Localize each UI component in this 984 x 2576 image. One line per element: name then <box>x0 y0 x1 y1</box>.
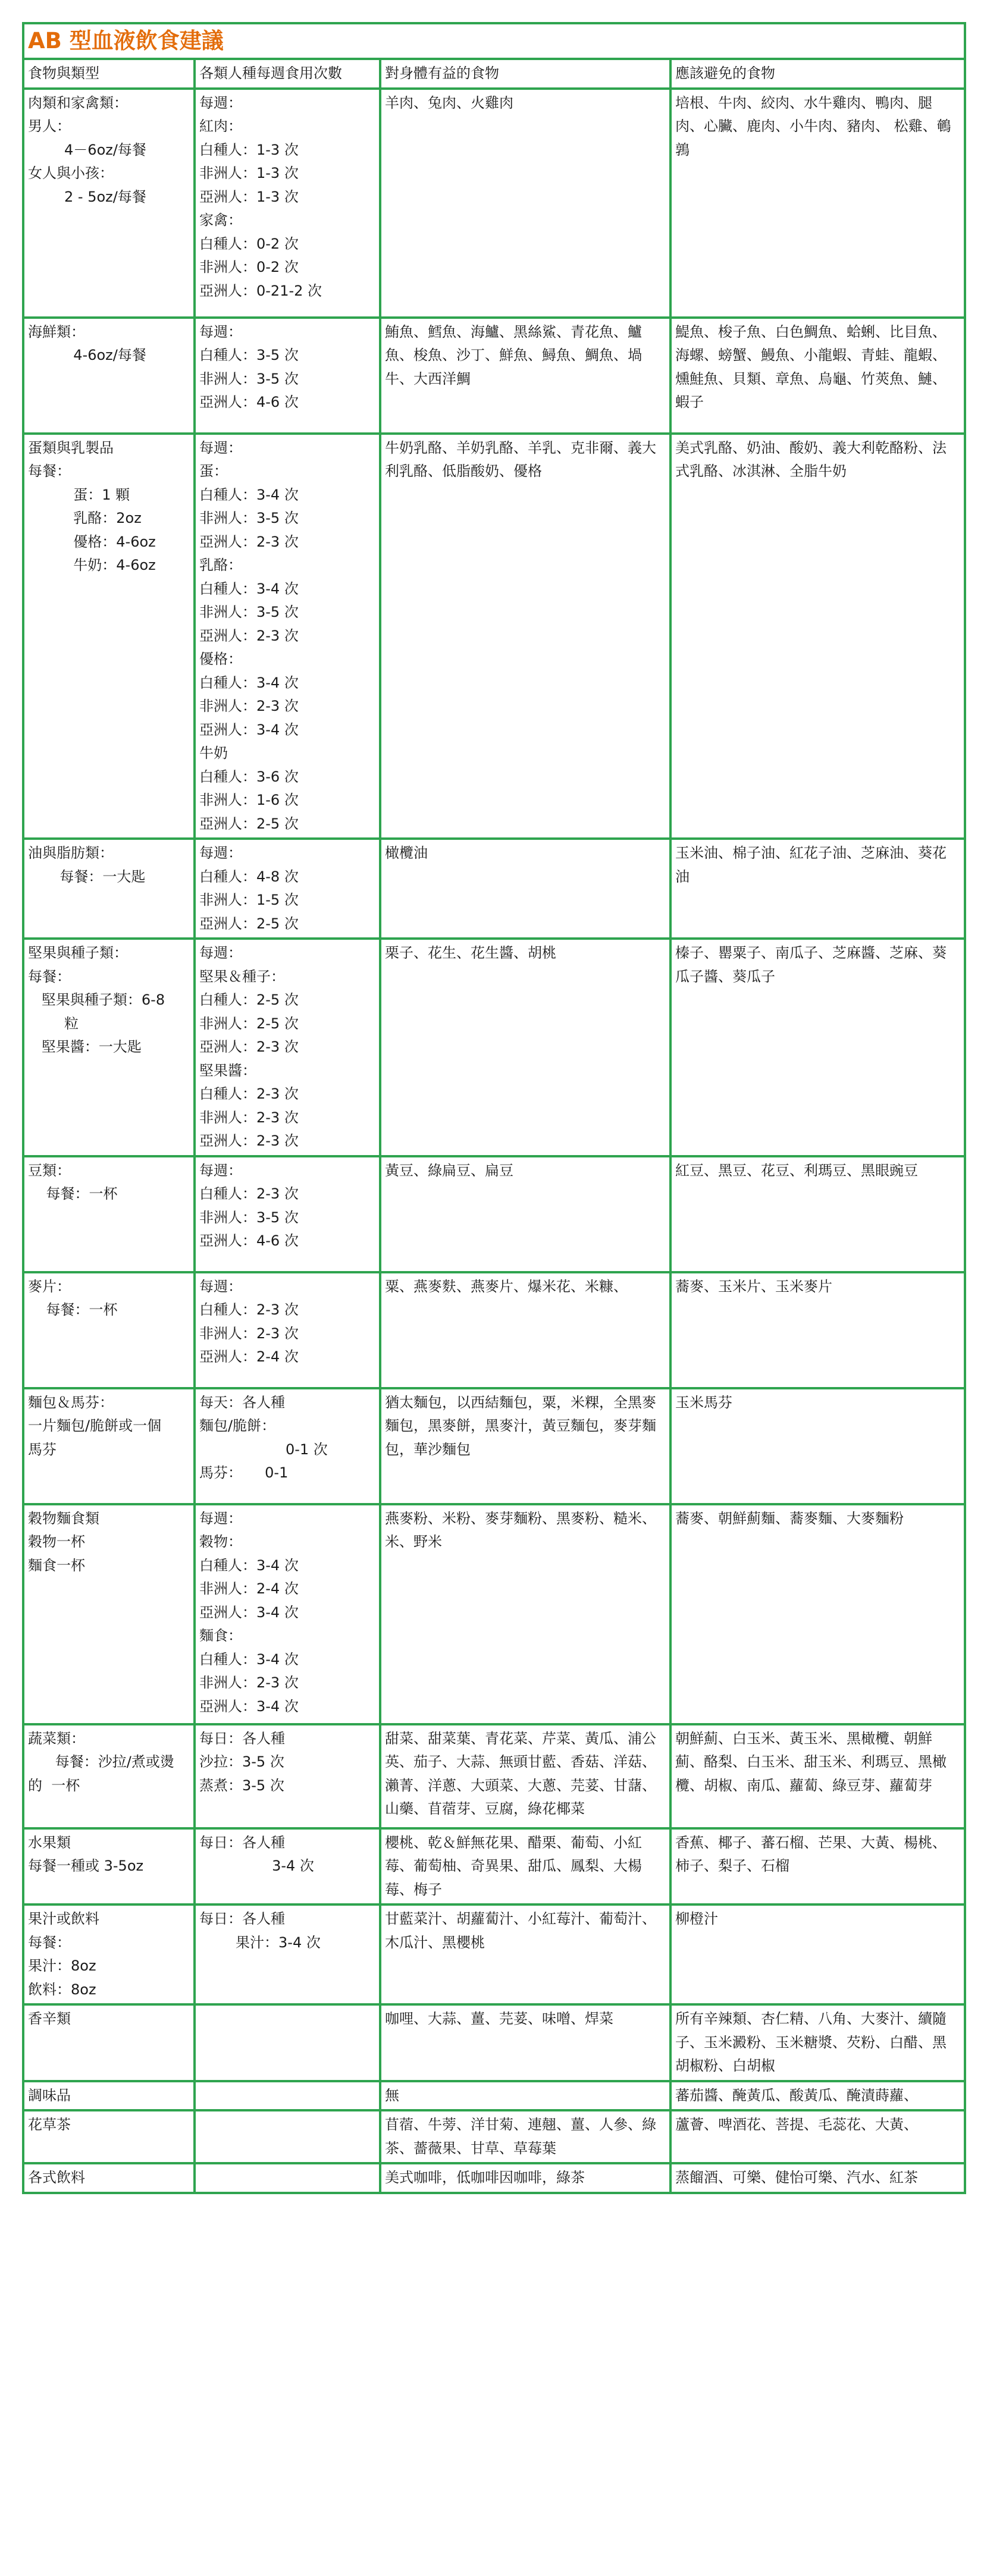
weekly-frequency-cell <box>195 318 380 434</box>
food-category-cell-line: 乳酪：2oz <box>28 510 142 526</box>
food-category-cell-line: 豆類： <box>28 1162 71 1179</box>
weekly-frequency-cell-line: 亞洲人：2-3 次 <box>199 1038 299 1055</box>
weekly-frequency-cell-line: 非洲人：2-3 次 <box>199 1325 299 1342</box>
weekly-frequency-cell <box>195 1388 380 1504</box>
food-category-cell-line: 油與脂肪類： <box>28 845 114 861</box>
avoid-foods-cell: 鯷魚、梭子魚、白色鯛魚、蛤蜊、比目魚、海螺、螃蟹、鰻魚、小龍蝦、青蛙、龍蝦、燻鮭魚、貝類、章魚、烏龜、竹莢魚、鰱、蝦子 <box>670 318 965 434</box>
weekly-frequency-cell <box>195 1504 380 1724</box>
food-category-cell-line: 一片麵包/脆餅或一個 <box>28 1417 162 1434</box>
food-category-cell-line: 4-6oz/每餐 <box>28 347 146 363</box>
food-category-cell <box>23 1156 195 1272</box>
weekly-frequency-cell-line: 非洲人：2-4 次 <box>199 1580 299 1597</box>
table-row <box>23 434 965 839</box>
weekly-frequency-cell-line: 牛奶 <box>199 745 228 761</box>
food-category-cell-line: 每餐：一杯 <box>28 1185 118 1202</box>
header-food-type: 食物與類型 <box>23 59 195 89</box>
beneficial-foods-cell: 羊肉、兔肉、火雞肉 <box>380 89 670 318</box>
weekly-frequency-cell-line: 亞洲人：3-4 次 <box>199 1604 299 1621</box>
beneficial-foods-cell: 黃豆、綠扁豆、扁豆 <box>380 1156 670 1272</box>
food-category-cell <box>23 2004 195 2081</box>
weekly-frequency-cell-line: 非洲人：3-5 次 <box>199 510 299 526</box>
table-row <box>23 1272 965 1388</box>
weekly-frequency-cell <box>195 939 380 1156</box>
weekly-frequency-cell-line: 麵食： <box>199 1627 242 1644</box>
beneficial-foods-cell: 鮪魚、鱈魚、海鱸、黑絲鯊、青花魚、鱸魚、梭魚、沙丁、鮮魚、鱘魚、鯛魚、堝牛、大西洋鯛 <box>380 318 670 434</box>
weekly-frequency-cell-line: 白種人：3-4 次 <box>199 486 299 503</box>
food-category-cell <box>23 939 195 1156</box>
food-category-cell-line: 優格：4-6oz <box>28 533 156 550</box>
beneficial-foods-cell: 燕麥粉、米粉、麥芽麵粉、黑麥粉、糙米、米、野米 <box>380 1504 670 1724</box>
weekly-frequency-cell-line: 每週： <box>199 845 242 861</box>
weekly-frequency-cell-line: 每週： <box>199 1510 242 1527</box>
weekly-frequency-cell-line: 每週： <box>199 1278 242 1295</box>
food-category-cell-line: 肉類和家禽類： <box>28 94 128 111</box>
weekly-frequency-cell <box>195 2081 380 2111</box>
food-category-cell-line: 2 - 5oz/每餐 <box>28 188 146 205</box>
weekly-frequency-cell <box>195 2110 380 2163</box>
table-row <box>23 1388 965 1504</box>
weekly-frequency-cell-line: 白種人：2-3 次 <box>199 1301 299 1318</box>
header-foods-to-avoid: 應該避免的食物 <box>670 59 965 89</box>
weekly-frequency-cell-line: 非洲人：2-3 次 <box>199 1674 299 1691</box>
weekly-frequency-cell-line: 非洲人：3-5 次 <box>199 370 299 387</box>
weekly-frequency-cell-line: 0-1 次 <box>199 1441 328 1458</box>
weekly-frequency-cell-line: 馬芬： 0-1 <box>199 1464 289 1481</box>
beneficial-foods-cell: 無 <box>380 2081 670 2111</box>
food-category-cell-line: 穀物一杯 <box>28 1533 85 1550</box>
weekly-frequency-cell-line: 非洲人：2-5 次 <box>199 1015 299 1032</box>
food-category-cell <box>23 839 195 939</box>
food-category-cell-line: 蔬菜類： <box>28 1730 85 1747</box>
beneficial-foods-cell: 甘藍菜汁、胡蘿蔔汁、小紅莓汁、葡萄汁、木瓜汁、黑櫻桃 <box>380 1904 670 2004</box>
food-category-cell-line: 堅果與種子類：6-8 <box>28 992 165 1008</box>
food-category-cell-line: 每餐： <box>28 1934 71 1951</box>
food-category-cell-line: 水果類 <box>28 1834 71 1851</box>
food-category-cell-line: 牛奶：4-6oz <box>28 557 156 573</box>
weekly-frequency-cell-line: 蛋： <box>199 463 228 479</box>
weekly-frequency-cell-line: 麵包/脆餅： <box>199 1417 276 1434</box>
title-row <box>23 23 965 59</box>
document-title: AB 型血液飲食建議 <box>23 23 965 59</box>
weekly-frequency-cell-line: 非洲人：1-3 次 <box>199 165 299 181</box>
weekly-frequency-cell <box>195 839 380 939</box>
beneficial-foods-cell: 栗子、花生、花生醬、胡桃 <box>380 939 670 1156</box>
food-category-cell-line: 每餐： <box>28 968 71 985</box>
weekly-frequency-cell-line: 堅果醬： <box>199 1062 256 1079</box>
weekly-frequency-cell-line: 非洲人：1-6 次 <box>199 792 299 808</box>
table-row <box>23 1904 965 2004</box>
food-category-cell-line: 每餐一種或 3-5oz <box>28 1858 144 1874</box>
table-row <box>23 89 965 318</box>
weekly-frequency-cell-line: 白種人：3-4 次 <box>199 1651 299 1668</box>
weekly-frequency-cell-line: 亞洲人：2-5 次 <box>199 815 299 832</box>
weekly-frequency-cell-line: 每週： <box>199 439 242 456</box>
table-row <box>23 1724 965 1828</box>
weekly-frequency-cell-line: 亞洲人：2-5 次 <box>199 915 299 932</box>
food-category-cell <box>23 1904 195 2004</box>
header-weekly-frequency: 各類人種每週食用次數 <box>195 59 380 89</box>
table-row <box>23 939 965 1156</box>
table-row <box>23 2004 965 2081</box>
header-row <box>23 59 965 89</box>
weekly-frequency-cell-line: 沙拉：3-5 次 <box>199 1753 284 1770</box>
weekly-frequency-cell-line: 每週： <box>199 94 242 111</box>
diet-document <box>22 22 964 2194</box>
diet-table <box>22 22 966 2194</box>
weekly-frequency-cell-line: 亞洲人：3-4 次 <box>199 1698 299 1715</box>
weekly-frequency-cell-line: 非洲人：0-2 次 <box>199 259 299 275</box>
beneficial-foods-cell: 甜菜、甜菜葉、青花菜、芹菜、黃瓜、浦公英、茄子、大蒜、無頭甘藍、香菇、洋菇、瀨菁、洋蔥、大頭菜、大蔥、芫荽、甘藷、山藥、苜蓿芽、豆腐，綠花椰菜 <box>380 1724 670 1828</box>
weekly-frequency-cell-line: 每日：各人種 <box>199 1730 285 1747</box>
food-category-cell-line: 蛋：1 顆 <box>28 486 130 503</box>
avoid-foods-cell: 榛子、罌粟子、南瓜子、芝麻醬、芝麻、葵瓜子醬、葵瓜子 <box>670 939 965 1156</box>
weekly-frequency-cell-line: 非洲人：3-5 次 <box>199 1209 299 1226</box>
avoid-foods-cell: 蕃茄醬、醃黃瓜、酸黃瓜、醃漬蒔蘿、 <box>670 2081 965 2111</box>
weekly-frequency-cell-line: 非洲人：2-3 次 <box>199 698 299 714</box>
weekly-frequency-cell-line: 優格： <box>199 651 242 667</box>
weekly-frequency-cell-line: 白種人：3-4 次 <box>199 1557 299 1574</box>
food-category-cell <box>23 2163 195 2193</box>
food-category-cell <box>23 434 195 839</box>
food-category-cell-line: 海鮮類： <box>28 323 85 340</box>
beneficial-foods-cell: 牛奶乳酪、羊奶乳酪、羊乳、克非爾、義大利乳酪、低脂酸奶、優格 <box>380 434 670 839</box>
weekly-frequency-cell-line: 每日：各人種 <box>199 1910 285 1927</box>
avoid-foods-cell: 蘆薈、啤酒花、菩提、毛蕊花、大黃、 <box>670 2110 965 2163</box>
food-category-cell-line: 女人與小孩： <box>28 165 114 181</box>
food-category-cell <box>23 318 195 434</box>
table-row <box>23 2163 965 2193</box>
beneficial-foods-cell: 苜蓿、牛蒡、洋甘菊、連翹、薑、人參、綠茶、薔薇果、甘草、草莓葉 <box>380 2110 670 2163</box>
food-category-cell-line: 果汁：8oz <box>28 1957 96 1974</box>
food-category-cell-line: 4－6oz/每餐 <box>28 141 146 158</box>
food-category-cell-line: 堅果與種子類： <box>28 945 128 961</box>
weekly-frequency-cell <box>195 434 380 839</box>
weekly-frequency-cell <box>195 2163 380 2193</box>
weekly-frequency-cell-line: 白種人：3-4 次 <box>199 674 299 691</box>
food-category-cell <box>23 89 195 318</box>
weekly-frequency-cell-line: 每週： <box>199 945 242 961</box>
food-category-cell-line: 堅果醬：一大匙 <box>28 1038 142 1055</box>
table-row <box>23 1828 965 1905</box>
food-category-cell-line: 各式飲料 <box>28 2169 85 2186</box>
weekly-frequency-cell-line: 亞洲人：2-4 次 <box>199 1348 299 1365</box>
weekly-frequency-cell-line: 亞洲人：4-6 次 <box>199 1232 299 1249</box>
weekly-frequency-cell-line: 每週： <box>199 1162 242 1179</box>
food-category-cell-line: 花草茶 <box>28 2116 71 2133</box>
avoid-foods-cell: 美式乳酪、奶油、酸奶、義大利乾酪粉、法式乳酪、冰淇淋、全脂牛奶 <box>670 434 965 839</box>
avoid-foods-cell: 紅豆、黑豆、花豆、利瑪豆、黑眼豌豆 <box>670 1156 965 1272</box>
table-row <box>23 2081 965 2111</box>
weekly-frequency-cell <box>195 1272 380 1388</box>
weekly-frequency-cell-line: 亞洲人：2-3 次 <box>199 533 299 550</box>
weekly-frequency-cell-line: 果汁：3-4 次 <box>199 1934 321 1951</box>
beneficial-foods-cell: 咖哩、大蒜、薑、芫荽、味噌、焊菜 <box>380 2004 670 2081</box>
weekly-frequency-cell-line: 蒸煮：3-5 次 <box>199 1777 284 1794</box>
avoid-foods-cell: 柳橙汁 <box>670 1904 965 2004</box>
food-category-cell-line: 每餐： <box>28 463 71 479</box>
avoid-foods-cell: 香蕉、椰子、蕃石榴、芒果、大黃、楊桃、柿子、梨子、石榴 <box>670 1828 965 1905</box>
weekly-frequency-cell-line: 非洲人：2-3 次 <box>199 1109 299 1126</box>
avoid-foods-cell: 朝鮮薊、白玉米、黃玉米、黑橄欖、朝鮮薊、酪梨、白玉米、甜玉米、利瑪豆、黑橄欖、胡椒、南瓜、蘿蔔、綠豆芽、蘿蔔芽 <box>670 1724 965 1828</box>
beneficial-foods-cell: 粟、燕麥麩、燕麥片、爆米花、米糠、 <box>380 1272 670 1388</box>
food-category-cell-line: 穀物麵食類 <box>28 1510 99 1527</box>
beneficial-foods-cell: 橄欖油 <box>380 839 670 939</box>
food-category-cell-line: 飲料：8oz <box>28 1981 96 1998</box>
food-category-cell <box>23 2110 195 2163</box>
weekly-frequency-cell-line: 乳酪： <box>199 557 242 573</box>
weekly-frequency-cell <box>195 1904 380 2004</box>
food-category-cell-line: 調味品 <box>28 2086 71 2104</box>
food-category-cell <box>23 1272 195 1388</box>
food-category-cell <box>23 1828 195 1905</box>
weekly-frequency-cell-line: 白種人：2-5 次 <box>199 992 299 1008</box>
food-category-cell-line: 每餐：一杯 <box>28 1301 118 1318</box>
weekly-frequency-cell <box>195 89 380 318</box>
weekly-frequency-cell-line: 白種人：0-2 次 <box>199 235 299 252</box>
weekly-frequency-cell-line: 白種人：2-3 次 <box>199 1085 299 1102</box>
food-category-cell <box>23 1388 195 1504</box>
weekly-frequency-cell-line: 白種人：3-6 次 <box>199 768 299 785</box>
food-category-cell-line: 每餐：沙拉/煮或燙 <box>28 1753 174 1770</box>
avoid-foods-cell: 所有辛辣類、杏仁精、八角、大麥汁、續隨子、玉米澱粉、玉米糖漿、芡粉、白醋、黑胡椒粉、白胡椒 <box>670 2004 965 2081</box>
food-category-cell-line: 粒 <box>28 1015 79 1032</box>
weekly-frequency-cell-line: 家禽： <box>199 212 242 228</box>
weekly-frequency-cell-line: 非洲人：1-5 次 <box>199 892 299 908</box>
weekly-frequency-cell-line: 亞洲人：3-4 次 <box>199 721 299 738</box>
food-category-cell-line: 麥片： <box>28 1278 71 1295</box>
food-category-cell <box>23 1724 195 1828</box>
weekly-frequency-cell-line: 白種人：1-3 次 <box>199 141 299 158</box>
weekly-frequency-cell-line: 白種人：3-5 次 <box>199 347 299 363</box>
weekly-frequency-cell-line: 非洲人：3-5 次 <box>199 604 299 620</box>
weekly-frequency-cell <box>195 2004 380 2081</box>
food-category-cell-line: 馬芬 <box>28 1441 57 1458</box>
avoid-foods-cell: 蕎麥、玉米片、玉米麥片 <box>670 1272 965 1388</box>
table-row <box>23 839 965 939</box>
header-beneficial-foods: 對身體有益的食物 <box>380 59 670 89</box>
weekly-frequency-cell-line: 亞洲人：1-3 次 <box>199 188 299 205</box>
weekly-frequency-cell-line: 每日：各人種 <box>199 1834 285 1851</box>
weekly-frequency-cell-line: 白種人：3-4 次 <box>199 580 299 597</box>
food-category-cell-line: 蛋類與乳製品 <box>28 439 114 456</box>
food-category-cell-line: 每餐：一大匙 <box>28 868 146 885</box>
food-category-cell-line: 麵食一杯 <box>28 1557 85 1574</box>
beneficial-foods-cell: 美式咖啡，低咖啡因咖啡，綠茶 <box>380 2163 670 2193</box>
weekly-frequency-cell-line: 紅肉： <box>199 118 242 134</box>
food-category-cell-line: 麵包＆馬芬： <box>28 1394 114 1411</box>
weekly-frequency-cell-line: 白種人：4-8 次 <box>199 868 299 885</box>
table-row <box>23 318 965 434</box>
weekly-frequency-cell-line: 堅果＆種子： <box>199 968 285 985</box>
food-category-cell <box>23 2081 195 2111</box>
weekly-frequency-cell-line: 3-4 次 <box>199 1858 314 1874</box>
food-category-cell-line: 男人： <box>28 118 71 134</box>
food-category-cell-line: 香辛類 <box>28 2010 71 2027</box>
weekly-frequency-cell <box>195 1724 380 1828</box>
weekly-frequency-cell-line: 白種人：2-3 次 <box>199 1185 299 1202</box>
food-category-cell <box>23 1504 195 1724</box>
weekly-frequency-cell-line: 穀物： <box>199 1533 242 1550</box>
beneficial-foods-cell: 櫻桃、乾＆鮮無花果、醋栗、葡萄、小紅莓、葡萄柚、奇異果、甜瓜、鳳梨、大楊莓、梅子 <box>380 1828 670 1905</box>
table-row <box>23 1156 965 1272</box>
weekly-frequency-cell-line: 亞洲人：0-21-2 次 <box>199 282 322 299</box>
weekly-frequency-cell <box>195 1828 380 1905</box>
food-category-cell-line: 的 一杯 <box>28 1777 80 1794</box>
avoid-foods-cell: 蒸餾酒、可樂、健怡可樂、汽水、紅茶 <box>670 2163 965 2193</box>
weekly-frequency-cell-line: 每天：各人種 <box>199 1394 285 1411</box>
weekly-frequency-cell <box>195 1156 380 1272</box>
beneficial-foods-cell: 猶太麵包，以西結麵包，粟，米粿，全黑麥麵包，黑麥餅，黑麥汁，黃豆麵包，麥芽麵包，華沙麵包 <box>380 1388 670 1504</box>
avoid-foods-cell: 培根、牛肉、絞肉、水牛雞肉、鴨肉、腿肉、心臟、鹿肉、小牛肉、豬肉、 松雞、鵪鶉 <box>670 89 965 318</box>
avoid-foods-cell: 玉米馬芬 <box>670 1388 965 1504</box>
weekly-frequency-cell-line: 亞洲人：2-3 次 <box>199 627 299 644</box>
avoid-foods-cell: 蕎麥、朝鮮薊麵、蕎麥麵、大麥麵粉 <box>670 1504 965 1724</box>
food-category-cell-line: 果汁或飲料 <box>28 1910 99 1927</box>
weekly-frequency-cell-line: 亞洲人：2-3 次 <box>199 1132 299 1149</box>
weekly-frequency-cell-line: 每週： <box>199 323 242 340</box>
table-row <box>23 1504 965 1724</box>
table-row <box>23 2110 965 2163</box>
weekly-frequency-cell-line: 亞洲人：4-6 次 <box>199 394 299 410</box>
avoid-foods-cell: 玉米油、棉子油、紅花子油、芝麻油、葵花油 <box>670 839 965 939</box>
